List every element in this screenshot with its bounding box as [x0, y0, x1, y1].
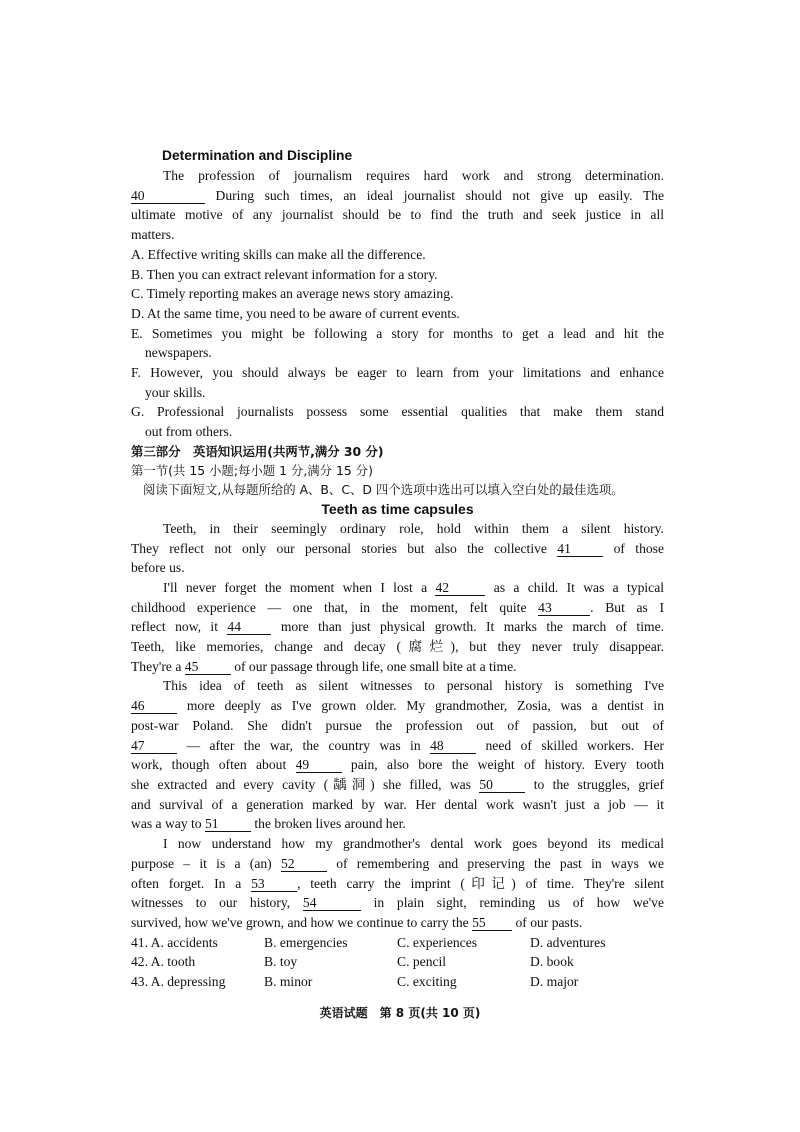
option-f-cont: your skills.	[145, 384, 206, 400]
passage-line: purpose – it is a (an) 52 of remembering and preserving the past in ways we	[131, 855, 664, 871]
section-heading: 第三部分 英语知识运用(共两节,满分 30 分)	[131, 443, 384, 459]
answer-blank: 51	[205, 817, 251, 832]
answer-blank: 55	[472, 916, 512, 931]
page-footer: 英语试题 第 8 页(共 10 页)	[319, 1006, 481, 1020]
passage-line: before us.	[131, 560, 185, 576]
option-b: B. Then you can extract relevant information for a story.	[131, 266, 438, 282]
choice-b: B. minor	[264, 974, 313, 990]
answer-blank: 49	[296, 758, 342, 773]
answer-blank: 50	[479, 778, 525, 793]
choice-a: 41. A. accidents	[131, 934, 218, 950]
passage-line: Teeth, in their seemingly ordinary role, hold within them a silent history.	[163, 520, 664, 536]
passage-line: 40 During such times, an ideal journalist should not give up easily. The	[131, 187, 664, 203]
subsection-heading: 第一节(共 15 小题;每小题 1 分,满分 15 分)	[131, 462, 373, 478]
passage-line: childhood experience — one that, in the moment, felt quite 43 . But as I	[131, 599, 664, 615]
answer-blank: 44	[227, 620, 271, 635]
passage-line: I'll never forget the moment when I lost a 42 as a child. It was a typical	[163, 579, 665, 595]
passage-line: survived, how we've grown, and how we continue to carry the 55 of our pasts.	[131, 914, 583, 930]
passage-line: The profession of journalism requires hard work and strong determination.	[163, 168, 664, 183]
choice-d: D. adventures	[530, 934, 606, 950]
exam-page	[131, 146, 664, 992]
passage-line: matters.	[131, 227, 175, 243]
passage-line: work, though often about 49 pain, also bore the weight of history. Every tooth	[131, 757, 664, 773]
question-43	[131, 972, 664, 992]
passage-line: often forget. In a 53 , teeth carry the imprint (印记) of time. They're silent	[131, 875, 664, 891]
passage-title: Teeth as time capsules	[321, 500, 474, 517]
answer-blank: 47	[131, 739, 177, 754]
passage-line: ultimate motive of any journalist should be to find the truth and seek justice in all	[131, 207, 664, 223]
choice-b: B. emergencies	[264, 934, 348, 950]
option-a: A. Effective writing skills can make all the difference.	[131, 246, 426, 262]
question-41	[131, 933, 664, 953]
answer-blank: 52	[281, 857, 327, 872]
answer-blank: 54	[303, 896, 361, 911]
option-f: F. However, you should always be eager to learn from your limitations and enhance	[131, 365, 664, 381]
passage-line: reflect now, it 44 more than just physical growth. It marks the march of time.	[131, 619, 664, 635]
passage-line: They reflect not only our personal stories but also the collective 41 of those	[131, 540, 664, 556]
passage-line: This idea of teeth as silent witnesses to personal history is something I've	[163, 678, 664, 694]
choice-c: C. exciting	[397, 974, 457, 990]
answer-blank: 42	[435, 581, 485, 596]
choice-a: 42. A. tooth	[131, 954, 196, 970]
passage-line: 46 more deeply as I've grown older. My grandmother, Zosia, was a dentist in	[131, 698, 664, 714]
passage-line: They're a 45 of our passage through life, one small bite at a time.	[131, 658, 517, 674]
option-g: G. Professional journalists possess some essential qualities that make them stand	[131, 404, 664, 420]
question-42	[131, 952, 664, 972]
passage-line: 47 — after the war, the country was in 48 need of skilled workers. Her	[131, 737, 665, 753]
option-d: D. At the same time, you need to be aware of current events.	[131, 305, 460, 321]
answer-blank: 48	[430, 739, 476, 754]
choice-a: 43. A. depressing	[131, 974, 226, 990]
choice-c: C. experiences	[397, 934, 478, 950]
passage-line: and survival of a generation marked by war. Her dental work wasn't just a job — it	[131, 796, 664, 812]
answer-blank: 45	[185, 660, 231, 675]
instruction: 阅读下面短文,从每题所给的 A、B、C、D 四个选项中选出可以填入空白处的最佳选项。	[143, 481, 624, 497]
choice-d: D. major	[530, 974, 579, 990]
choice-c: C. pencil	[397, 954, 447, 970]
answer-blank: 40	[131, 189, 205, 204]
passage-title: Determination and Discipline	[162, 148, 353, 163]
choice-d: D. book	[530, 954, 574, 970]
choice-b: B. toy	[264, 954, 298, 970]
answer-blank: 46	[131, 699, 177, 714]
option-e-cont: newspapers.	[145, 345, 212, 361]
option-c: C. Timely reporting makes an average news story amazing.	[131, 286, 454, 302]
answer-blank: 43	[538, 601, 590, 616]
passage-line: I now understand how my grandmother's dental work goes beyond its medical	[163, 836, 664, 852]
option-g-cont: out from others.	[145, 424, 233, 440]
passage-line: she extracted and every cavity (龋洞) she filled, was 50 to the struggles, grief	[131, 776, 665, 792]
passage-line: witnesses to our history, 54 in plain sight, reminding us of how we've	[131, 895, 664, 911]
answer-blank: 41	[557, 542, 603, 557]
passage-line: Teeth, like memories, change and decay (腐烂), but they never truly disappear.	[131, 639, 664, 655]
answer-blank: 53	[251, 877, 297, 892]
option-e: E. Sometimes you might be following a story for months to get a lead and hit the	[131, 325, 664, 341]
passage-line: was a way to 51 the broken lives around her.	[131, 816, 406, 832]
passage-line: post-war Poland. She didn't pursue the profession out of passion, but out of	[131, 717, 664, 733]
